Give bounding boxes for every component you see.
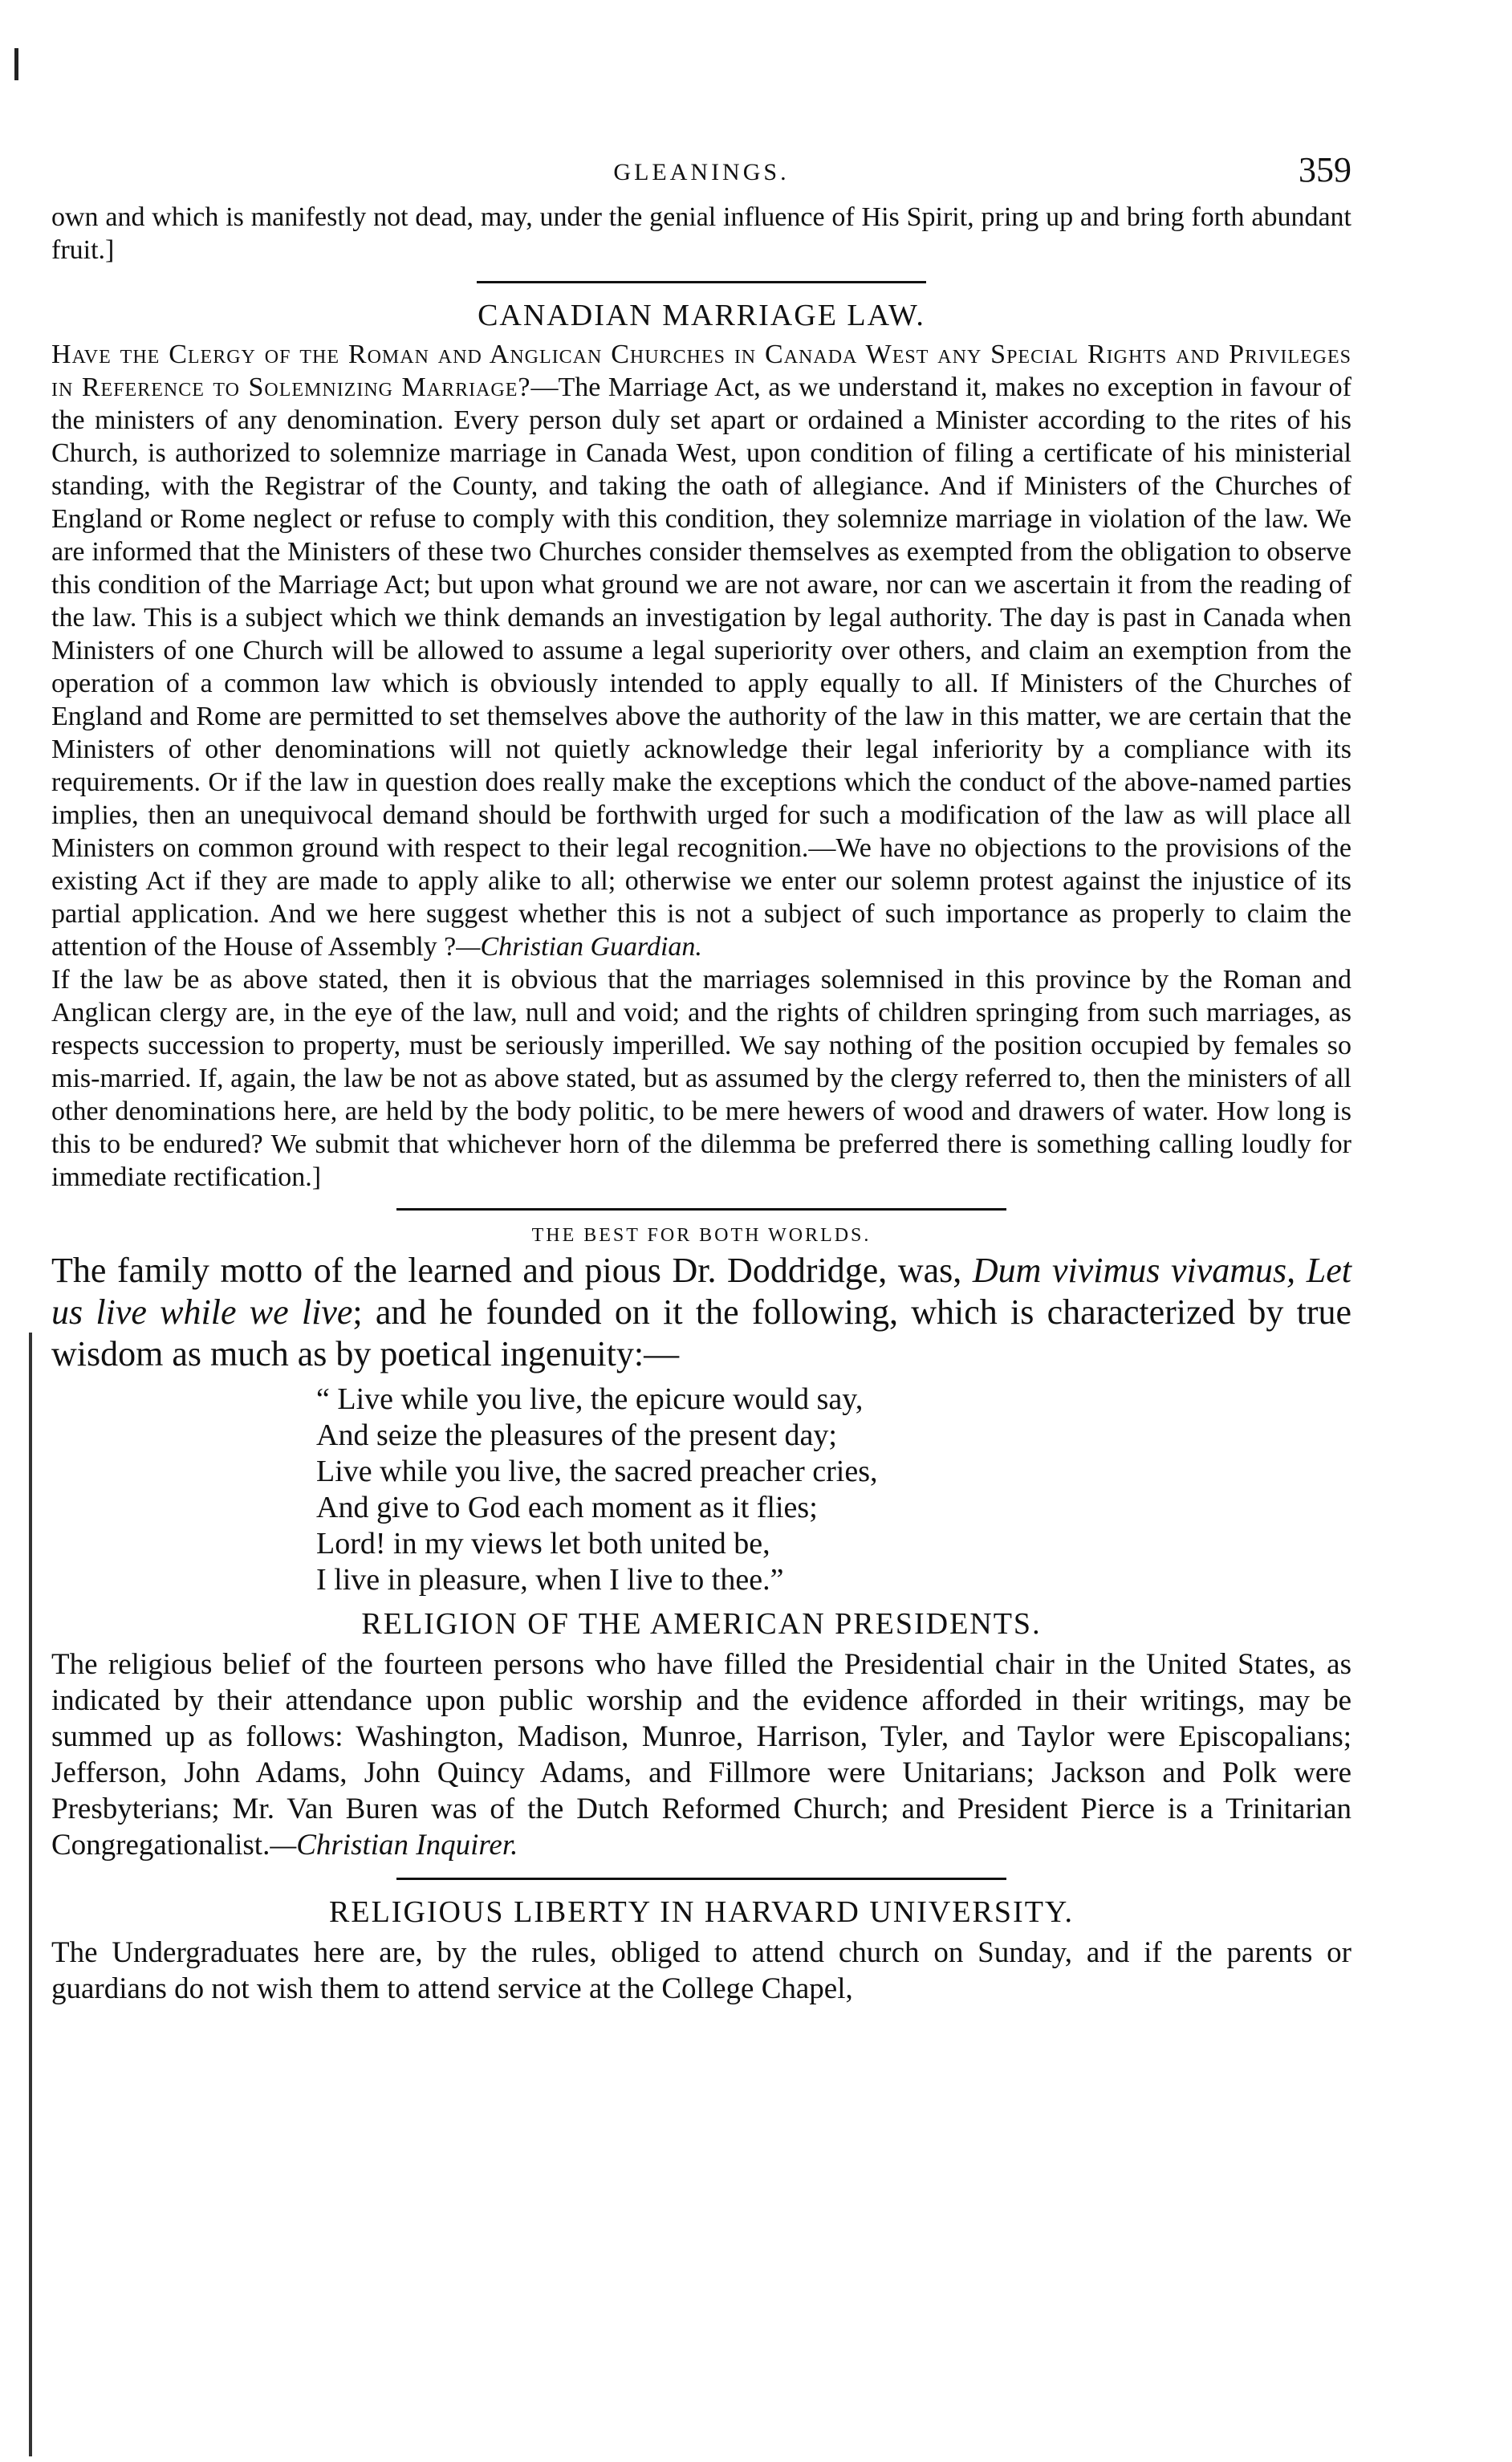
section-divider (396, 1878, 1006, 1880)
section-presidents (51, 1606, 1351, 1863)
source-credit: —Christian Guardian. (456, 932, 702, 962)
continuation-paragraph: own and which is manifestly not dead, may, under the genial influence of His Spirit, pring up and bring forth abundant fruit.] (51, 202, 1351, 265)
section-title: RELIGIOUS LIBERTY IN HARVARD UNIVERSITY. (329, 1895, 1074, 1929)
source-credit: —Christian Inquirer. (270, 1829, 518, 1862)
poem-line: And seize the pleasures of the present day; (316, 1418, 837, 1452)
section-divider (396, 1208, 1006, 1211)
section-title: RELIGION OF THE AMERICAN PRESIDENTS. (361, 1607, 1042, 1641)
section-harvard (51, 1894, 1351, 2007)
article-paragraph (51, 1646, 1351, 1863)
poem-line: I live in pleasure, when I live to thee.” (316, 1563, 784, 1597)
section-marriage-law (51, 298, 1351, 1194)
page-number: 359 (1299, 150, 1351, 189)
editorial-comment: If the law be as above stated, then it is obvious that the marriages solemnised in this province by the Roman and Anglican clergy are, in the eye of the law, null and void; and the rights of children springing from such marriages, as respects succession to property, must be seriously imperilled. We say nothing of the position occupied by females so mis-married. If, again, the law be not as above stated, but as assumed by the clergy referred to, then the ministers of all other denominations here, are held by the body politic, to be mere hewers of wood and drawers of water. How long is this to be endured? We submit that whichever horn of the dilemma be preferred there is something calling loudly for immediate rectification.] (51, 965, 1351, 1192)
poem-line: “ Live while you live, the epicure would say, (316, 1382, 864, 1416)
poem (316, 1382, 1351, 1598)
section-best-worlds (51, 1225, 1351, 1598)
article-body: The religious belief of the fourteen persons who have filled the Presidential chair in the United States, as indicated by their attendance upon public worship and the evidence afforded in their writings, may be summed up as follows: Washington, Madison, Munroe, Harrison, Tyler, and Taylor were Episcopalians; Jefferson, John Adams, John Quincy Adams, and Fillmore were Unitarians; Jackson and Polk were Presbyterians; Mr. Van Buren was of the Dutch Reformed Church; and President Pierce is a Trinitarian Congregationalist. (51, 1648, 1351, 1862)
intro-paragraph (51, 1250, 1351, 1375)
binding-edge (29, 1333, 32, 2456)
section-title: THE BEST FOR BOTH WORLDS. (531, 1225, 872, 1246)
running-title: GLEANINGS. (613, 159, 790, 185)
section-title: CANADIAN MARRIAGE LAW. (478, 299, 925, 332)
poem-line: Live while you live, the sacred preacher cries, (316, 1455, 878, 1488)
article-paragraph: The Undergraduates here are, by the rules, obliged to attend church on Sunday, and if the parents or guardians do not wish them to attend service at the College Chapel, (51, 1936, 1351, 2005)
article-body: —The Marriage Act, as we understand it, makes no exception in favour of the ministers of any denomination. Every person duly set apart or ordained a Minister according to the rites of his Church, is authorized to solemnize marriage in Canada West, upon condition of filing a certificate of his ministerial standing, with the Registrar of the County, and taking the oath of allegiance. And if Ministers of the Churches of England or Rome neglect or refuse to comply with this condition, they solemnize marriage in violation of the law. We are informed that the Ministers of these two Churches consider themselves as exempted from the obligation to observe this condition of the Marriage Act; but upon what ground we are not aware, nor can we ascertain it from the reading of the law. This is a subject which we think demands an investigation by legal authority. The day is past in Canada when Ministers of one Church will be allowed to assume a legal superiority over others, and claim an exemption from the operation of a common law which is obviously intended to apply equally to all. If Ministers of the Churches of England and Rome are permitted to set themselves above the authority of the law in this matter, we are certain that the Ministers of other denominations will not quietly acknowledge their legal inferiority by a compliance with its requirements. Or if the law in question does really make the exceptions which the conduct of the above-named parties implies, then an unequivocal demand should be forthwith urged for such a modification of the law as will place all Ministers on common ground with respect to their legal recognition.—We have no objections to the provisions of the existing Act if they are made to apply alike to all; otherwise we enter our solemn protest against the injustice of its partial application. And we here suggest whether this is not a subject of such importance as properly to claim the attention of the House of Assembly ? (51, 372, 1351, 962)
page (51, 144, 1351, 2007)
lead-question: Have the Clergy of the Roman and Anglican Churches in Canada West any Special Rights and Privileges in Reference to Solemnizing Marriage? (51, 340, 1351, 402)
poem-line: Lord! in my views let both united be, (316, 1527, 770, 1561)
running-head (51, 144, 1351, 201)
latin-motto: Dum vivimus vivamus, Let us live while we live (51, 1251, 1351, 1332)
article-paragraph (51, 338, 1351, 963)
poem-line: And give to God each moment as it flies; (316, 1491, 818, 1524)
intro-start: The family motto of the learned and pious Dr. Doddridge, was, (51, 1251, 973, 1290)
intro-end: ; and he founded on it the following, which is characterized by true wisdom as much as by poetical ingenuity:— (51, 1292, 1352, 1373)
section-divider (477, 281, 926, 283)
margin-mark (14, 48, 18, 80)
